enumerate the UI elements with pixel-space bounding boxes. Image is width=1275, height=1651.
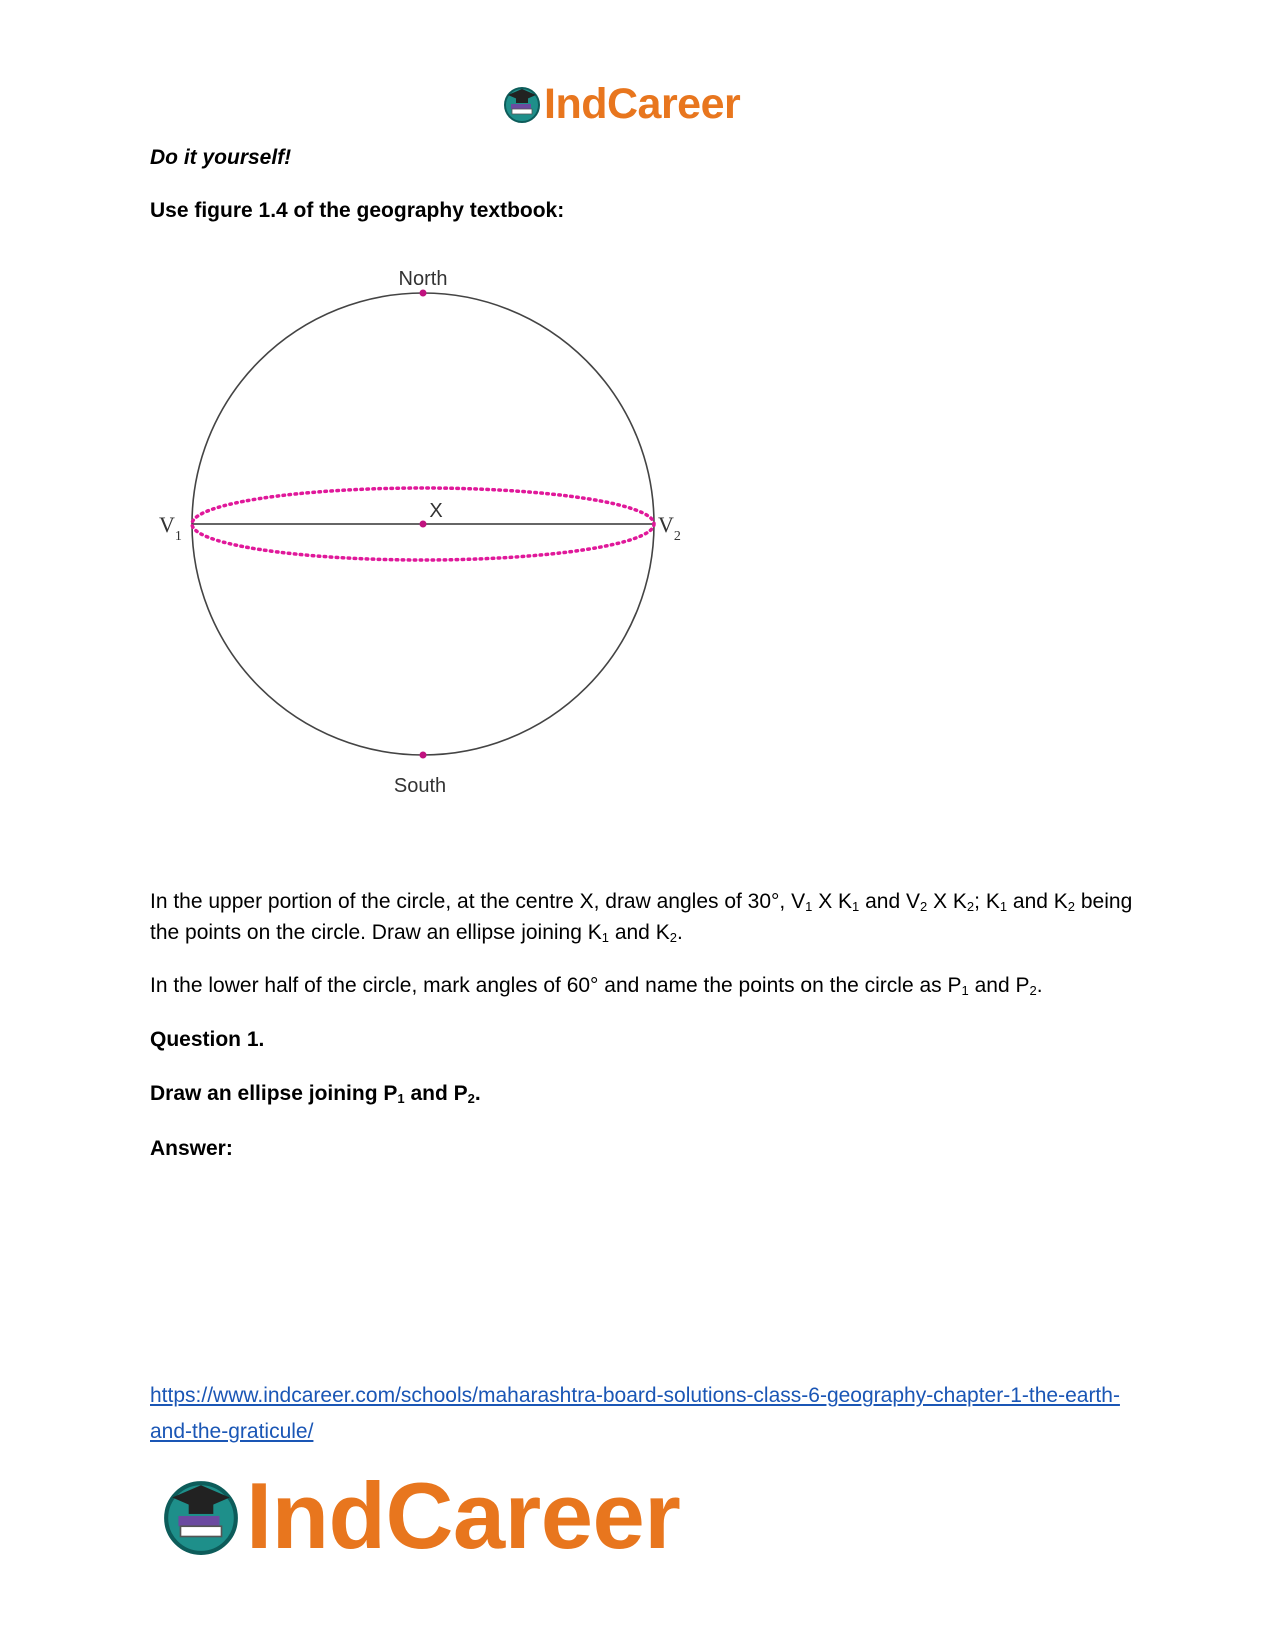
instruction-paragraph-1: In the upper portion of the circle, at the centre X, draw angles of 30°, $V_1$ X $K_1$ and $V_2$ X $K_2$; $K_1$ and $K_2$ being the points on the circle. Draw an ellipse joining $K_1$ and $K_2$.	[150, 890, 1133, 945]
answer-heading: Answer:	[150, 1137, 233, 1160]
south-label: South	[393, 775, 447, 797]
globe-graduation-cap-icon	[502, 84, 542, 124]
north-dot	[420, 290, 427, 297]
instruction-paragraph-2: In the lower half of the circle, mark angles of 60° and name the points on the circle as $P_1$ and $P_2$.	[150, 974, 1043, 998]
do-it-yourself-heading: Do it yourself!	[150, 146, 292, 169]
v2-label: $V_2$	[658, 512, 681, 544]
v1-label: $V_1$	[159, 512, 182, 544]
logo-wordmark: IndCareer	[544, 80, 741, 128]
centre-label: X	[429, 500, 443, 522]
question-heading: Question 1.	[150, 1028, 265, 1051]
indcareer-logo-bottom	[160, 1463, 681, 1568]
question-text: Draw an ellipse joining $P_1$ and $P_2$.	[150, 1082, 481, 1106]
indcareer-logo-top	[502, 80, 740, 128]
graticule-figure	[150, 260, 690, 800]
north-label: North	[398, 268, 448, 290]
source-link[interactable]: https://www.indcareer.com/schools/maharashtra-board-solutions-class-6-geography-chapter-1-the-earth-and-the-graticule/	[150, 1384, 1120, 1443]
figure-instruction: Use figure 1.4 of the geography textbook:	[150, 199, 565, 222]
south-dot	[420, 752, 427, 759]
logo-wordmark: IndCareer	[246, 1463, 681, 1568]
centre-dot	[420, 521, 427, 528]
globe-graduation-cap-icon	[160, 1475, 242, 1557]
